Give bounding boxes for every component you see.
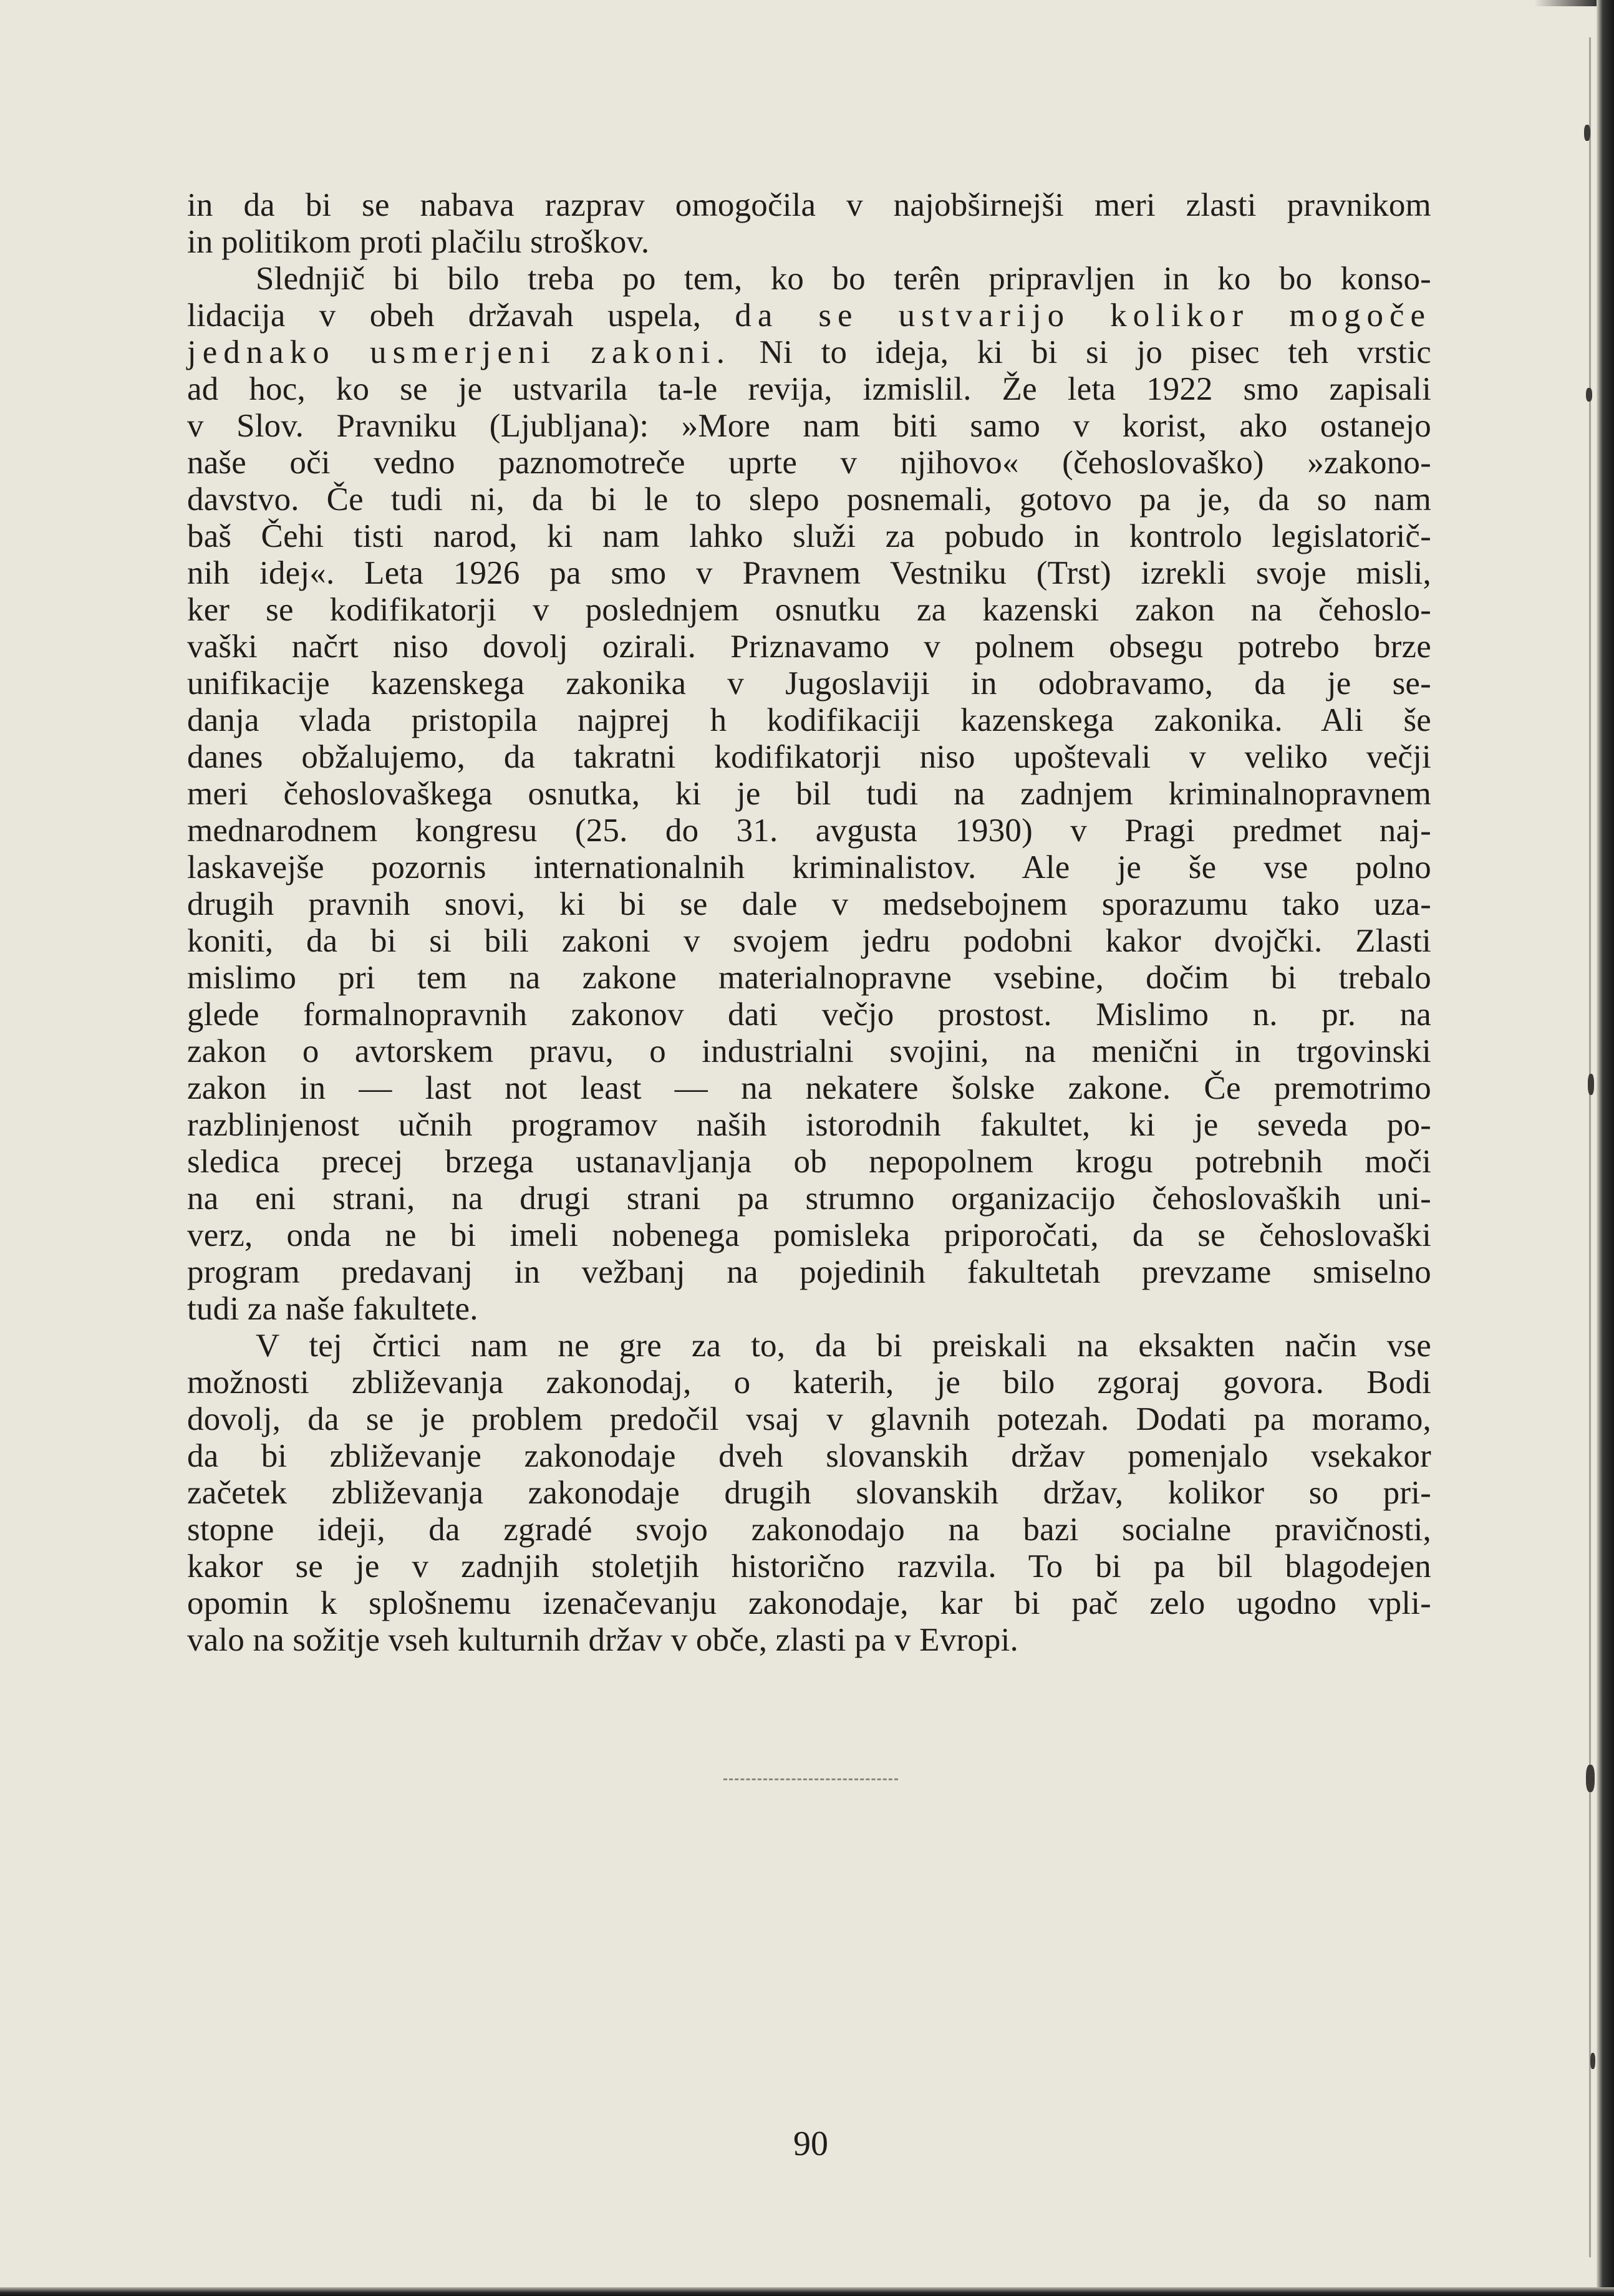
emphasis-spaced: da se ustvarijo kolikor mogoče bbox=[735, 297, 1431, 334]
text-line: in da bi se nabava razprav omogočila v najobširnejši meri zlasti pravnikom bbox=[187, 187, 1431, 223]
text-line: na eni strani, na drugi strani pa strumno organizacijo čehoslovaških uni- bbox=[187, 1180, 1431, 1217]
section-separator bbox=[723, 1778, 898, 1780]
text-line: valo na sožitje vseh kulturnih držav v obče, zlasti pa v Evropi. bbox=[187, 1622, 1019, 1658]
text-line: mislimo pri tem na zakone materialnopravne vsebine, dočim bi trebalo bbox=[187, 960, 1431, 996]
scan-edge-bottom bbox=[0, 2287, 1614, 2296]
text-line: ker se kodifikatorji v poslednjem osnutku za kazenski zakon na čehoslo- bbox=[187, 592, 1431, 628]
text-line: baš Čehi tisti narod, ki nam lahko služi za pobudo in kontrolo legislatorič- bbox=[187, 518, 1431, 554]
binding-mark bbox=[1584, 125, 1590, 141]
text-line: program predavanj in vežbanj na pojedinih fakultetah prevzame smiselno bbox=[187, 1254, 1431, 1290]
text-line: zakon o avtorskem pravu, o industrialni svojini, na menični in trgovinski bbox=[187, 1033, 1431, 1069]
text-line: vaški načrt niso dovolj ozirali. Priznavamo v polnem obsegu potrebo brze bbox=[187, 629, 1431, 665]
text-line: dovolj, da se je problem predočil vsaj v glavnih potezah. Dodati pa moramo, bbox=[187, 1401, 1431, 1437]
text-line: Slednjič bi bilo treba po tem, ko bo terên pripravljen in ko bo konso- bbox=[256, 261, 1431, 297]
text-line: verz, onda ne bi imeli nobenega pomisleka priporočati, da se čehoslovaški bbox=[187, 1217, 1431, 1253]
text-line: glede formalnopravnih zakonov dati večjo prostost. Mislimo n. pr. na bbox=[187, 996, 1431, 1033]
text-line: začetek zbliževanja zakonodaje drugih slovanskih držav, kolikor so pri- bbox=[187, 1475, 1431, 1511]
text-line: nih idej«. Leta 1926 pa smo v Pravnem Vestniku (Trst) izrekli svoje misli, bbox=[187, 555, 1431, 591]
binding-mark bbox=[1586, 1765, 1595, 1792]
scan-edge-right bbox=[1597, 0, 1614, 2296]
text-line: mednarodnem kongresu (25. do 31. avgusta 1930) v Pragi predmet naj- bbox=[187, 813, 1431, 849]
text-line: tudi za naše fakultete. bbox=[187, 1291, 478, 1327]
emphasis-spaced: jednako usmerjeni zakoni. bbox=[187, 334, 732, 370]
text-line: možnosti zbliževanja zakonodaj, o katerih, je bilo zgoraj govora. Bodi bbox=[187, 1364, 1431, 1401]
text-line: meri čehoslovaškega osnutka, ki je bil tudi na zadnjem kriminalnopravnem bbox=[187, 776, 1431, 812]
text-fragment: Ni to ideja, ki bi si jo pisec teh vrstic bbox=[759, 334, 1431, 370]
body-text bbox=[187, 187, 1431, 1659]
binding-mark bbox=[1588, 1074, 1594, 1095]
text-line: kakor se je v zadnjih stoletjih historično razvila. To bi pa bil blagodejen bbox=[187, 1548, 1431, 1585]
text-line: opomin k splošnemu izenačevanju zakonodaje, kar bi pač zelo ugodno vpli- bbox=[187, 1585, 1431, 1621]
text-line: naše oči vedno paznomotreče uprte v njihovo« (čehoslovaško) »zakono- bbox=[187, 445, 1431, 481]
text-line: davstvo. Če tudi ni, da bi le to slepo posnemali, gotovo pa je, da so nam bbox=[187, 481, 1431, 518]
text-line: unifikacije kazenskega zakonika v Jugoslaviji in odobravamo, da je se- bbox=[187, 665, 1431, 702]
binding-line bbox=[1589, 37, 1591, 2257]
text-line: drugih pravnih snovi, ki bi se dale v medsebojnem sporazumu tako uza- bbox=[187, 886, 1431, 922]
text-line: sledica precej brzega ustanavljanja ob nepopolnem krogu potrebnih moči bbox=[187, 1144, 1431, 1180]
text-line: koniti, da bi si bili zakoni v svojem jedru podobni kakor dvojčki. Zlasti bbox=[187, 923, 1431, 959]
text-line bbox=[187, 297, 1431, 334]
text-line: V tej črtici nam ne gre za to, da bi preiskali na eksakten način vse bbox=[256, 1328, 1431, 1364]
text-line: danes obžalujemo, da takratni kodifikatorji niso upoštevali v veliko večji bbox=[187, 739, 1431, 775]
text-line: stopne ideji, da zgradé svojo zakonodajo na bazi socialne pravičnosti, bbox=[187, 1512, 1431, 1548]
text-line: da bi zbliževanje zakonodaje dveh slovanskih držav pomenjalo vsekakor bbox=[187, 1438, 1431, 1474]
text-line: danja vlada pristopila najprej h kodifikaciji kazenskega zakonika. Ali še bbox=[187, 702, 1431, 738]
text-line: in politikom proti plačilu stroškov. bbox=[187, 224, 650, 260]
page-number: 90 bbox=[793, 2125, 828, 2163]
text-fragment: lidacija v obeh državah uspela, bbox=[187, 297, 702, 334]
text-line bbox=[187, 334, 1431, 371]
text-line: ad hoc, ko se je ustvarila ta-le revija, izmislil. Že leta 1922 smo zapisali bbox=[187, 371, 1431, 407]
text-line: razblinjenost učnih programov naših istorodnih fakultet, ki je seveda po- bbox=[187, 1107, 1431, 1143]
text-line: laskavejše pozornis internationalnih kriminalistov. Ale je še vse polno bbox=[187, 849, 1431, 885]
text-line: zakon in — last not least — na nekatere šolske zakone. Če premotrimo bbox=[187, 1070, 1431, 1106]
binding-mark bbox=[1590, 2053, 1595, 2069]
binding-mark bbox=[1586, 388, 1592, 402]
text-line: v Slov. Pravniku (Ljubljana): »More nam biti samo v korist, ako ostanejo bbox=[187, 408, 1431, 444]
scan-edge-top bbox=[1534, 0, 1597, 6]
